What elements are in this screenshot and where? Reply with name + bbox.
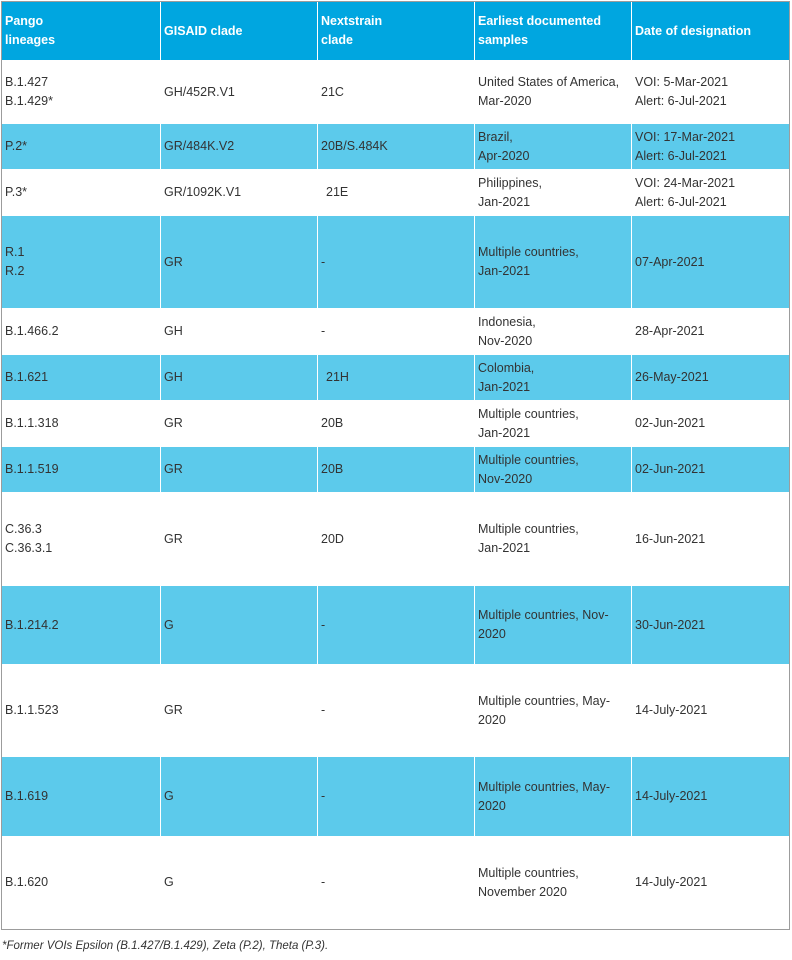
cell-nextstrain-clade: - bbox=[318, 309, 475, 355]
cell-earliest-samples: United States of America, Mar-2020 bbox=[475, 61, 632, 124]
cell-nextstrain-clade: 20B/S.484K bbox=[318, 124, 475, 170]
header-date: Date of designation bbox=[632, 2, 791, 61]
cell-pango-lineage: R.1 R.2 bbox=[2, 216, 161, 309]
variants-table bbox=[1, 1, 791, 929]
cell-nextstrain-clade: 21E bbox=[318, 170, 475, 216]
cell-earliest-samples: Multiple countries, Nov-2020 bbox=[475, 447, 632, 493]
table-row bbox=[2, 401, 791, 447]
cell-pango-lineage: B.1.619 bbox=[2, 757, 161, 837]
cell-gisaid-clade: GR bbox=[161, 493, 318, 586]
table-row bbox=[2, 586, 791, 665]
cell-nextstrain-clade: 21C bbox=[318, 61, 475, 124]
cell-designation-date: 26-May-2021 bbox=[632, 355, 791, 401]
cell-gisaid-clade: G bbox=[161, 837, 318, 929]
cell-earliest-samples: Indonesia, Nov-2020 bbox=[475, 309, 632, 355]
cell-designation-date: 16-Jun-2021 bbox=[632, 493, 791, 586]
cell-gisaid-clade: GR bbox=[161, 401, 318, 447]
cell-earliest-samples: Philippines, Jan-2021 bbox=[475, 170, 632, 216]
cell-designation-date: 14-July-2021 bbox=[632, 665, 791, 757]
cell-earliest-samples: Multiple countries, Jan-2021 bbox=[475, 493, 632, 586]
header-samples: Earliest documented samples bbox=[475, 2, 632, 61]
cell-designation-date: 28-Apr-2021 bbox=[632, 309, 791, 355]
cell-pango-lineage: B.1.620 bbox=[2, 837, 161, 929]
cell-nextstrain-clade: 21H bbox=[318, 355, 475, 401]
table-row bbox=[2, 493, 791, 586]
cell-nextstrain-clade: - bbox=[318, 837, 475, 929]
cell-designation-date: 14-July-2021 bbox=[632, 837, 791, 929]
cell-pango-lineage: B.1.1.519 bbox=[2, 447, 161, 493]
table-row bbox=[2, 170, 791, 216]
table-row bbox=[2, 757, 791, 837]
table-row bbox=[2, 355, 791, 401]
cell-pango-lineage: B.1.1.318 bbox=[2, 401, 161, 447]
cell-designation-date: 02-Jun-2021 bbox=[632, 401, 791, 447]
cell-earliest-samples: Multiple countries, Jan-2021 bbox=[475, 216, 632, 309]
header-gisaid: GISAID clade bbox=[161, 2, 318, 61]
table-row bbox=[2, 216, 791, 309]
cell-gisaid-clade: GR/484K.V2 bbox=[161, 124, 318, 170]
cell-earliest-samples: Multiple countries, May- 2020 bbox=[475, 665, 632, 757]
cell-gisaid-clade: G bbox=[161, 757, 318, 837]
cell-designation-date: VOI: 17-Mar-2021 Alert: 6-Jul-2021 bbox=[632, 124, 791, 170]
cell-earliest-samples: Colombia, Jan-2021 bbox=[475, 355, 632, 401]
footnote: *Former VOIs Epsilon (B.1.427/B.1.429), Zeta (P.2), Theta (P.3). bbox=[2, 940, 329, 952]
cell-gisaid-clade: GR/1092K.V1 bbox=[161, 170, 318, 216]
cell-designation-date: 07-Apr-2021 bbox=[632, 216, 791, 309]
table-row bbox=[2, 309, 791, 355]
table-row bbox=[2, 447, 791, 493]
cell-nextstrain-clade: - bbox=[318, 757, 475, 837]
cell-earliest-samples: Brazil, Apr-2020 bbox=[475, 124, 632, 170]
cell-gisaid-clade: GH bbox=[161, 309, 318, 355]
table-row bbox=[2, 124, 791, 170]
cell-gisaid-clade: GR bbox=[161, 216, 318, 309]
header-row bbox=[2, 2, 791, 61]
cell-gisaid-clade: GH/452R.V1 bbox=[161, 61, 318, 124]
cell-nextstrain-clade: - bbox=[318, 586, 475, 665]
cell-pango-lineage: B.1.621 bbox=[2, 355, 161, 401]
table-row bbox=[2, 61, 791, 124]
cell-pango-lineage: P.2* bbox=[2, 124, 161, 170]
cell-pango-lineage: B.1.1.523 bbox=[2, 665, 161, 757]
header-nextstrain: Nextstrain clade bbox=[318, 2, 475, 61]
header-pango: Pango lineages bbox=[2, 2, 161, 61]
cell-earliest-samples: Multiple countries, November 2020 bbox=[475, 837, 632, 929]
cell-pango-lineage: B.1.466.2 bbox=[2, 309, 161, 355]
cell-designation-date: 30-Jun-2021 bbox=[632, 586, 791, 665]
cell-gisaid-clade: GH bbox=[161, 355, 318, 401]
cell-designation-date: 02-Jun-2021 bbox=[632, 447, 791, 493]
cell-pango-lineage: B.1.427 B.1.429* bbox=[2, 61, 161, 124]
cell-pango-lineage: P.3* bbox=[2, 170, 161, 216]
cell-designation-date: 14-July-2021 bbox=[632, 757, 791, 837]
cell-gisaid-clade: GR bbox=[161, 665, 318, 757]
cell-pango-lineage: C.36.3 C.36.3.1 bbox=[2, 493, 161, 586]
cell-gisaid-clade: G bbox=[161, 586, 318, 665]
cell-designation-date: VOI: 24-Mar-2021 Alert: 6-Jul-2021 bbox=[632, 170, 791, 216]
cell-nextstrain-clade: - bbox=[318, 216, 475, 309]
cell-nextstrain-clade: 20D bbox=[318, 493, 475, 586]
cell-designation-date: VOI: 5-Mar-2021 Alert: 6-Jul-2021 bbox=[632, 61, 791, 124]
table-row bbox=[2, 665, 791, 757]
cell-earliest-samples: Multiple countries, Nov- 2020 bbox=[475, 586, 632, 665]
cell-earliest-samples: Multiple countries, May- 2020 bbox=[475, 757, 632, 837]
cell-earliest-samples: Multiple countries, Jan-2021 bbox=[475, 401, 632, 447]
table-row bbox=[2, 837, 791, 929]
cell-nextstrain-clade: - bbox=[318, 665, 475, 757]
cell-gisaid-clade: GR bbox=[161, 447, 318, 493]
cell-pango-lineage: B.1.214.2 bbox=[2, 586, 161, 665]
cell-nextstrain-clade: 20B bbox=[318, 447, 475, 493]
cell-nextstrain-clade: 20B bbox=[318, 401, 475, 447]
